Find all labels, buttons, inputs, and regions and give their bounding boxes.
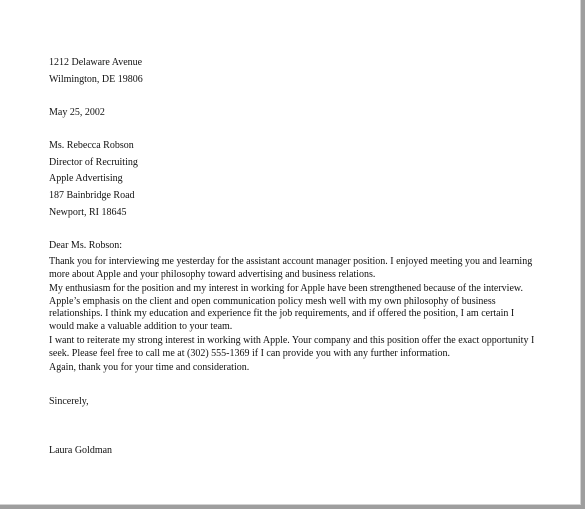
body-paragraph-1: Thank you for interviewing me yesterday for the assistant account manager position. I enjoyed meeting you and learning more about Apple and your philosophy toward advertising and business relations. <box>49 256 533 280</box>
salutation: Dear Ms. Robson: <box>49 240 123 251</box>
letter-date: May 25, 2002 <box>49 107 105 118</box>
recipient-company: Apple Advertising <box>49 173 123 184</box>
body-paragraph-2: My enthusiasm for the position and my interest in working for Apple have been strengthened because of the interview. Apple’s emphasis on the client and open communication policy mesh well with my own philosophy of business relationships. I think my education and experience fit the job requirements, and if offered the position, I am certain I would make a valuable addition to your team. <box>49 283 523 332</box>
recipient-title: Director of Recruiting <box>49 157 138 168</box>
recipient-name: Ms. Rebecca Robson <box>49 140 134 151</box>
recipient-city-state-zip: Newport, RI 18645 <box>49 207 127 218</box>
signature-name: Laura Goldman <box>49 445 113 456</box>
body-paragraph-4: Again, thank you for your time and consideration. <box>49 362 250 373</box>
closing: Sincerely, <box>49 396 89 407</box>
body-paragraph-3: I want to reiterate my strong interest in working with Apple. Your company and this position offer the exact opportunity I seek. Please feel free to call me at (302) 555-1369 if I can provide you with any further information. <box>49 335 535 359</box>
sender-city-state-zip: Wilmington, DE 19806 <box>49 74 143 85</box>
sender-street: 1212 Delaware Avenue <box>49 57 143 68</box>
recipient-street: 187 Bainbridge Road <box>49 190 135 201</box>
